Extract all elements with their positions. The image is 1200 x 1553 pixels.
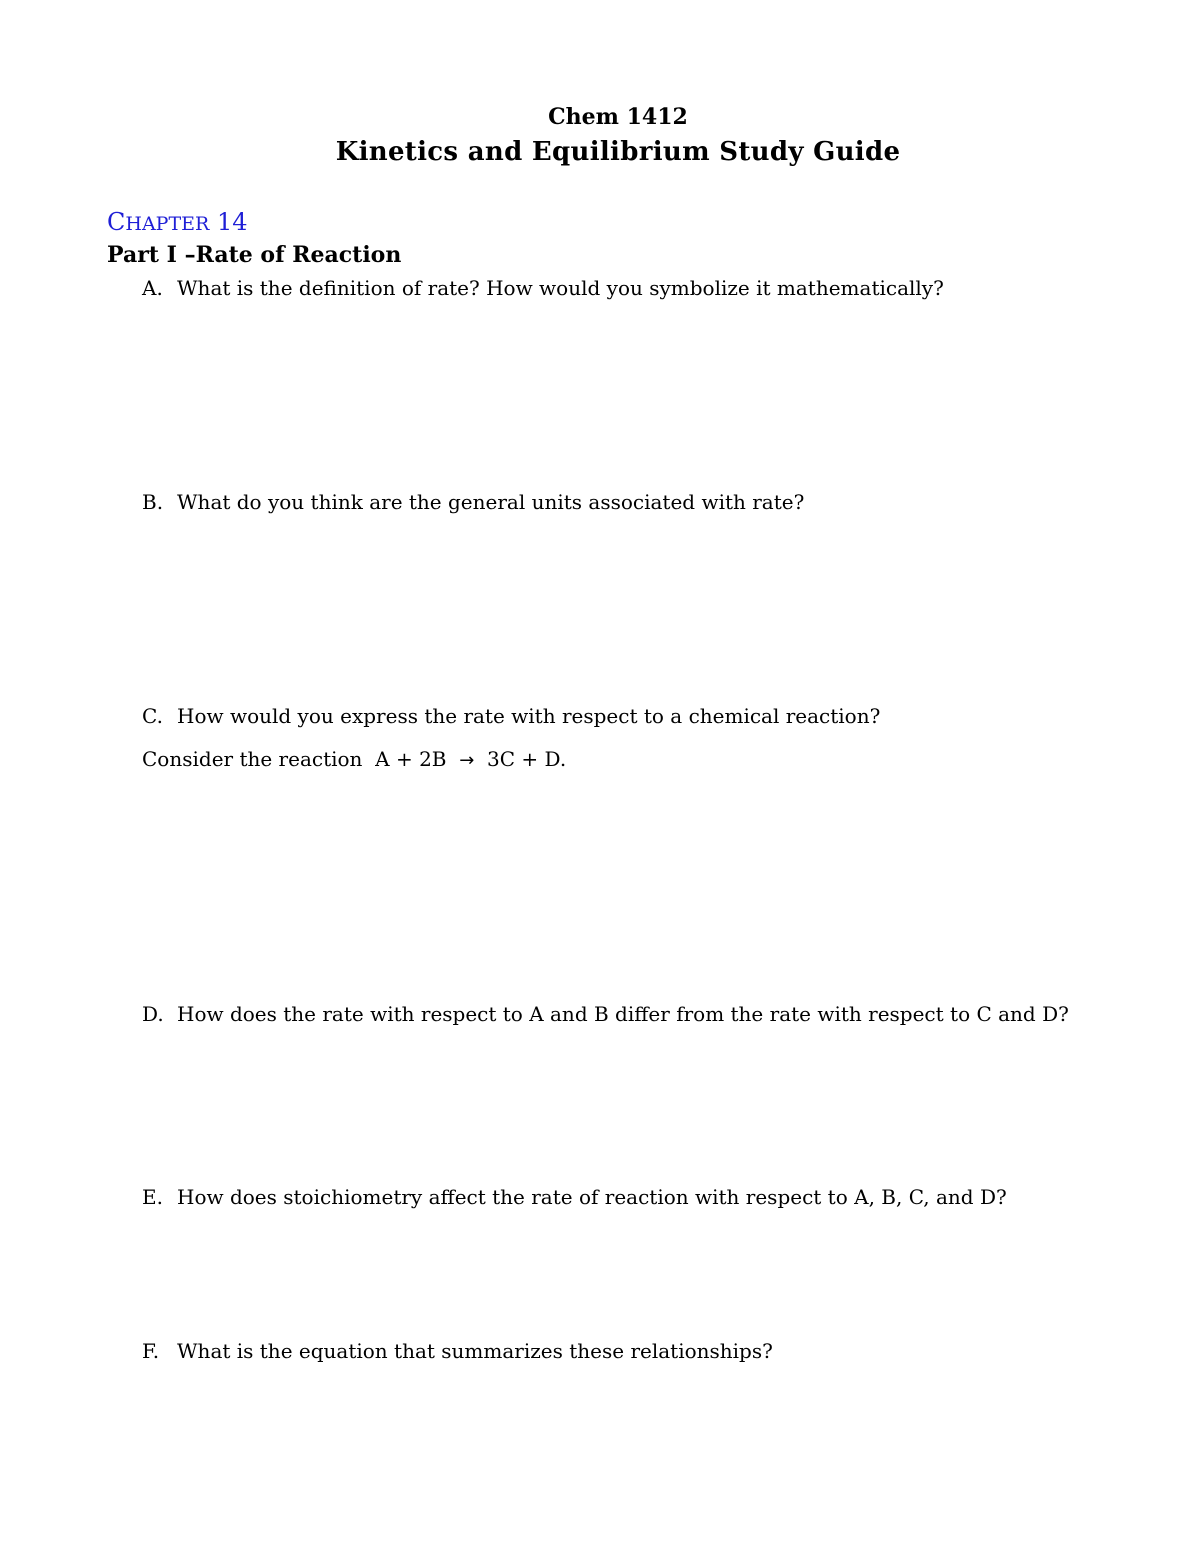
question-c <box>142 704 880 728</box>
question-a <box>142 276 944 300</box>
question-letter: B. <box>142 490 164 514</box>
chapter-prefix: C <box>107 208 126 236</box>
question-text: What is the definition of rate? How would you symbolize it mathematically? <box>177 276 944 300</box>
part-heading: Part I –Rate of Reaction <box>107 242 402 268</box>
question-e <box>142 1185 1007 1209</box>
reaction-lead: Consider the reaction <box>142 747 363 771</box>
question-b <box>142 490 804 514</box>
question-d <box>142 1002 1069 1026</box>
course-title: Chem 1412 <box>548 104 688 130</box>
question-text: How does the rate with respect to A and B differ from the rate with respect to C and D? <box>177 1002 1069 1026</box>
question-letter: E. <box>142 1185 163 1209</box>
chapter-number: 14 <box>216 208 248 236</box>
reaction-products: 3C + D. <box>487 747 567 771</box>
reaction-reactants: A + 2B <box>375 747 447 771</box>
question-text: How does stoichiometry affect the rate of reaction with respect to A, B, C, and D? <box>177 1185 1007 1209</box>
question-text: What do you think are the general units associated with rate? <box>177 490 805 514</box>
chapter-word: HAPTER <box>125 213 210 235</box>
question-f <box>142 1339 773 1363</box>
question-letter: C. <box>142 704 163 728</box>
question-text: What is the equation that summarizes these relationships? <box>177 1339 773 1363</box>
document-title: Kinetics and Equilibrium Study Guide <box>335 137 901 167</box>
question-letter: F. <box>142 1339 160 1363</box>
question-letter: A. <box>142 276 163 300</box>
reaction-line <box>142 747 566 771</box>
question-letter: D. <box>142 1002 164 1026</box>
question-text: How would you express the rate with respect to a chemical reaction? <box>177 704 881 728</box>
chapter-heading <box>107 208 248 236</box>
reaction-arrow-icon: → <box>459 750 475 771</box>
